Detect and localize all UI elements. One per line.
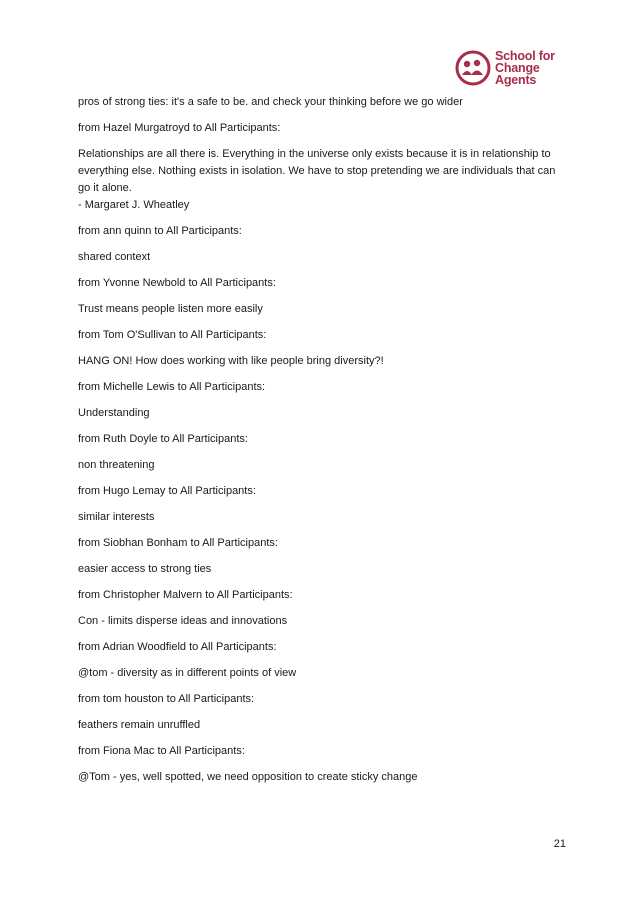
message-body: feathers remain unruffled — [78, 719, 201, 731]
people-circle-icon — [455, 50, 491, 86]
message-sender: from Christopher Malvern to All Participants: — [78, 589, 293, 601]
logo-line-1: School for — [495, 49, 555, 63]
chat-transcript — [78, 94, 568, 786]
intro-text: pros of strong ties: it's a safe to be. and check your thinking before we go wider — [78, 96, 463, 108]
message-line: - Margaret J. Wheatley — [78, 199, 190, 211]
message-body: HANG ON! How does working with like people bring diversity?! — [78, 355, 384, 367]
message-body: Con - limits disperse ideas and innovations — [78, 615, 288, 627]
message-line: everything else. Nothing exists in isolation. We have to stop pretending we are individuals that can — [78, 165, 556, 177]
message-body: Understanding — [78, 407, 150, 419]
message-sender: from tom houston to All Participants: — [78, 693, 255, 705]
message-sender: from Siobhan Bonham to All Participants: — [78, 537, 278, 549]
message-body: easier access to strong ties — [78, 563, 212, 575]
message-body: @tom - diversity as in different points of view — [78, 667, 297, 679]
logo-line-3: Agents — [495, 73, 537, 87]
message-sender: from ann quinn to All Participants: — [78, 225, 242, 237]
message-sender: from Ruth Doyle to All Participants: — [78, 433, 248, 445]
school-for-change-agents-logo — [455, 48, 565, 88]
message-sender: from Fiona Mac to All Participants: — [78, 745, 245, 757]
logo-line-2: Change — [495, 61, 540, 75]
message-line: Relationships are all there is. Everything in the universe only exists because it is in relationship to — [78, 148, 551, 160]
message-body: Trust means people listen more easily — [78, 303, 263, 315]
message-body: shared context — [78, 251, 151, 263]
message-sender: from Tom O'Sullivan to All Participants: — [78, 329, 267, 341]
message-sender: from Adrian Woodfield to All Participants: — [78, 641, 277, 653]
message-sender: from Yvonne Newbold to All Participants: — [78, 277, 276, 289]
page-number: 21 — [553, 838, 566, 850]
message-body: similar interests — [78, 511, 155, 523]
logo-wordmark — [495, 50, 555, 86]
message-body: non threatening — [78, 459, 155, 471]
message-sender: from Hugo Lemay to All Participants: — [78, 485, 256, 497]
message-sender: from Hazel Murgatroyd to All Participants: — [78, 122, 281, 134]
message-sender: from Michelle Lewis to All Participants: — [78, 381, 266, 393]
message-line: go it alone. — [78, 182, 132, 194]
message-body — [78, 146, 568, 214]
message-body: @Tom - yes, well spotted, we need opposition to create sticky change — [78, 771, 418, 783]
